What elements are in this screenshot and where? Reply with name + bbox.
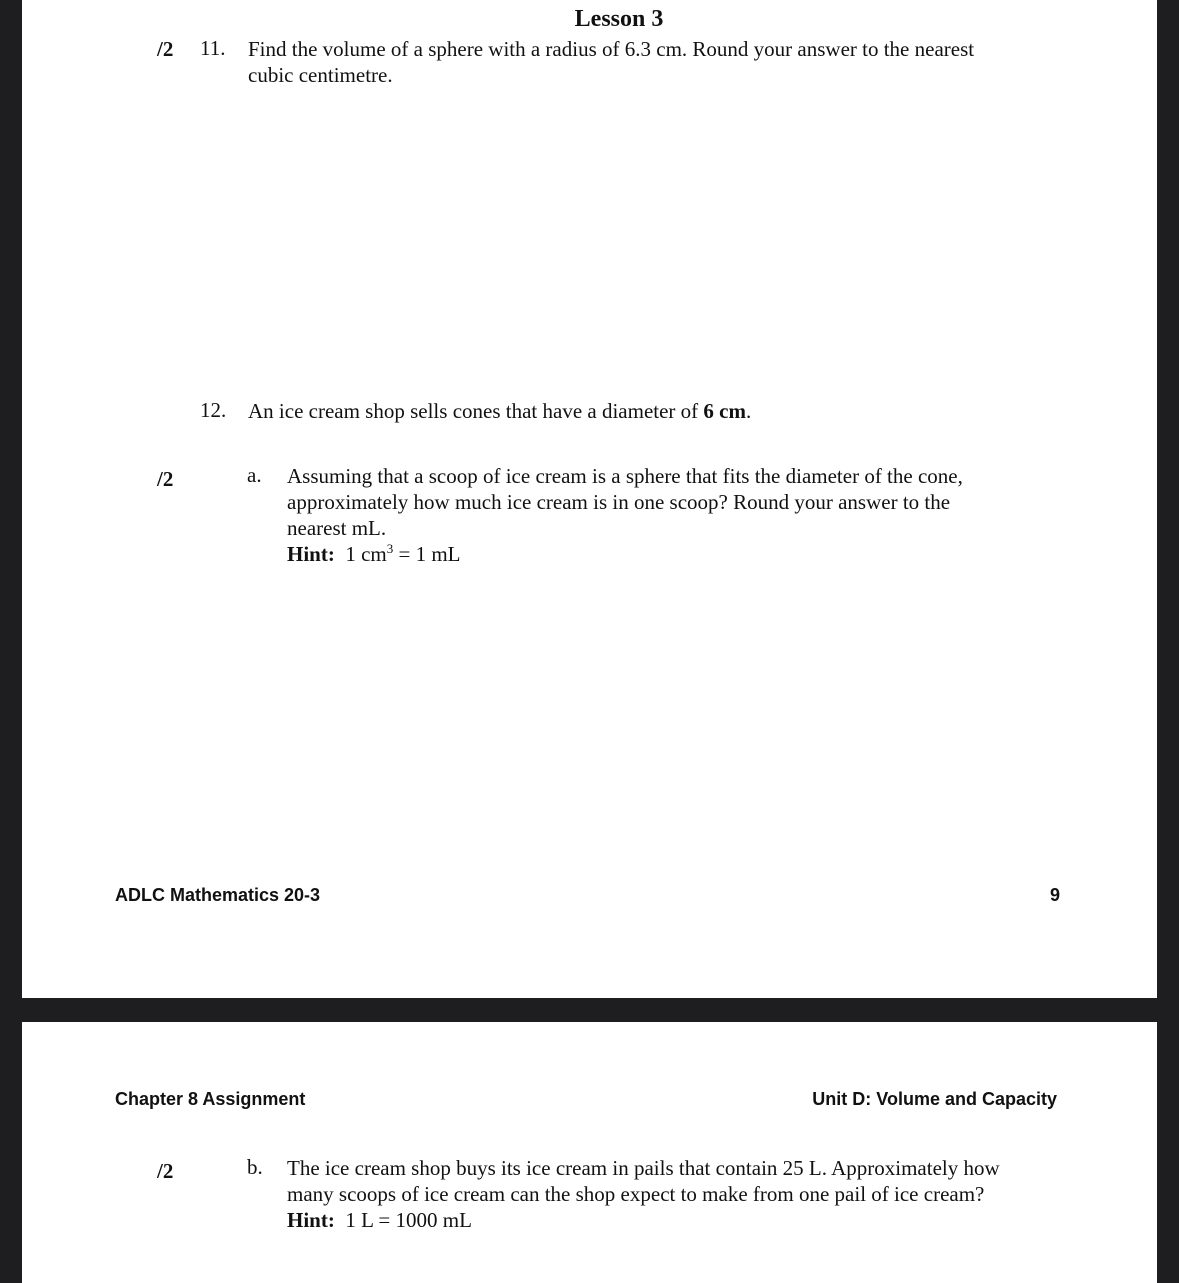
q12a-text (287, 463, 963, 567)
q12a-hint-value: 1 cm (345, 542, 387, 566)
q11-line-1: Find the volume of a sphere with a radius of 6.3 cm. Round your answer to the nearest (248, 37, 975, 61)
q12a-letter: a. (247, 463, 262, 487)
header-unit: Unit D: Volume and Capacity (812, 1089, 1057, 1109)
q12b-hint-label: Hint: (287, 1208, 335, 1232)
q12-stem (248, 398, 751, 424)
q12-number: 12. (200, 398, 227, 422)
q11-line-2: cubic centimetre. (248, 63, 393, 87)
q12-stem-prefix: An ice cream shop sells cones that have a diameter of (248, 399, 704, 423)
q12a-line-3: nearest mL. (287, 516, 387, 540)
q12a-hint-exponent: 3 (386, 541, 394, 556)
footer-page-number: 9 (1049, 885, 1060, 905)
q12a-hint (287, 541, 963, 567)
document-page-1 (22, 0, 1157, 998)
q11-marks: /2 (157, 37, 174, 61)
q11-text (248, 36, 974, 88)
q12b-line-1: The ice cream shop buys its ice cream in pails that contain 25 L. Approximately how (287, 1156, 1000, 1180)
q12a-line-2: approximately how much ice cream is in one scoop? Round your answer to the (287, 490, 951, 514)
header-chapter: Chapter 8 Assignment (115, 1089, 306, 1109)
q12b-letter: b. (247, 1155, 263, 1179)
q12b-hint-value: 1 L = 1000 mL (345, 1208, 472, 1232)
lesson-title: Lesson 3 (574, 6, 664, 32)
document-page-2 (22, 1022, 1157, 1283)
q11-number: 11. (200, 36, 226, 60)
q12a-line-1: Assuming that a scoop of ice cream is a sphere that fits the diameter of the cone, (287, 464, 963, 488)
q12b-text (287, 1155, 1000, 1233)
q12a-hint-label: Hint: (287, 542, 335, 566)
q12b-line-2: many scoops of ice cream can the shop expect to make from one pail of ice cream? (287, 1182, 985, 1206)
q12b-marks: /2 (157, 1159, 174, 1183)
q12a-hint-rest: = 1 mL (393, 542, 461, 566)
q12a-marks: /2 (157, 467, 174, 491)
q12-diameter: 6 cm (703, 399, 746, 423)
q12b-hint (287, 1207, 1000, 1233)
footer-course: ADLC Mathematics 20-3 (115, 885, 321, 905)
q12-stem-suffix: . (746, 399, 752, 423)
